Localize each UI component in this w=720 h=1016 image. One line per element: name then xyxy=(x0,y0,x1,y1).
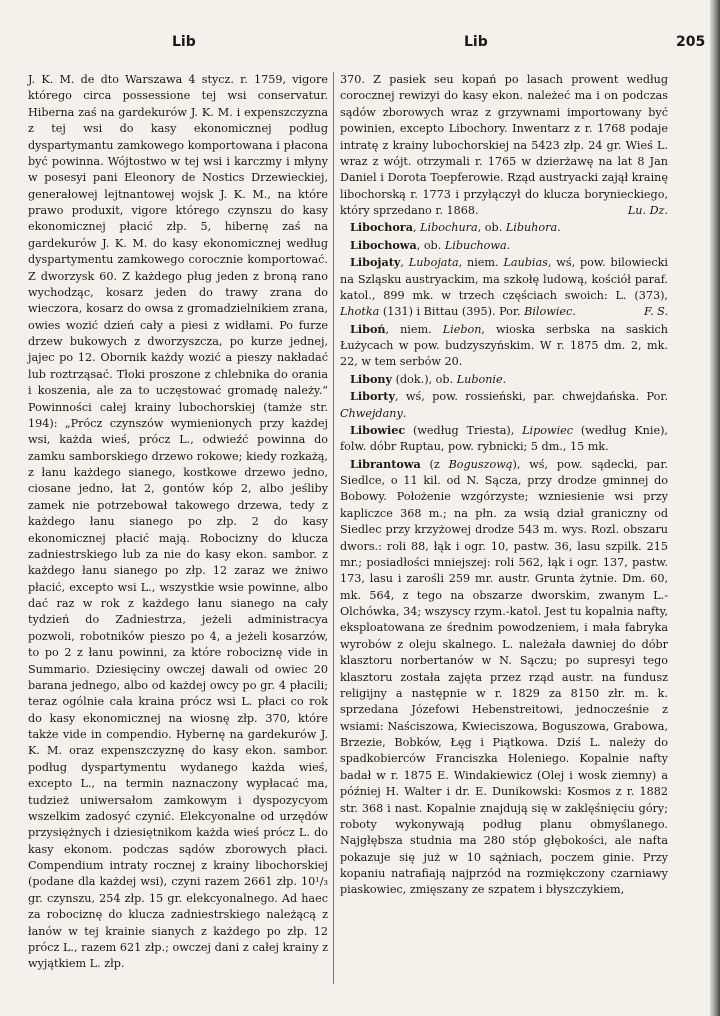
entry-text: , wś, pow. rossieński, par. chwejdańska. Por. xyxy=(394,390,668,404)
right-column xyxy=(340,72,668,899)
book-binding-edge xyxy=(710,0,720,1016)
entry-text: (z xyxy=(420,457,449,471)
entry-italic-text: Libuchowa xyxy=(444,238,507,252)
dictionary-entry xyxy=(340,422,668,456)
entry-text: . xyxy=(557,221,561,235)
entry-headword: Libowiec xyxy=(350,422,406,437)
entry-headword: Libochora xyxy=(350,220,413,235)
dictionary-entry xyxy=(340,321,668,371)
entry-text: , ob. xyxy=(477,221,506,235)
left-column xyxy=(28,72,328,973)
entry-headword: Libojaty xyxy=(350,255,401,270)
author-signature: Lu. Dz. xyxy=(627,204,668,217)
entry-headword: Liborty xyxy=(350,389,395,404)
entry-headword: Librantowa xyxy=(350,456,421,471)
entry-text: , xyxy=(412,221,421,235)
entry-text: , xyxy=(400,256,409,270)
continued-text xyxy=(340,72,668,219)
page-number: 205 xyxy=(676,34,706,50)
entry-text: , niem. xyxy=(458,256,504,270)
entry-italic-text: Libuhora xyxy=(505,221,558,235)
entry-text: (według Knie), folw. dóbr Ruptau, pow. rybnicki; 5 dm., 15 mk. xyxy=(340,423,668,454)
header-left-title: Lib xyxy=(172,34,196,50)
dictionary-entry xyxy=(340,371,668,388)
entry-italic-text: Bilowiec xyxy=(524,305,573,319)
entry-text: , ob. xyxy=(416,238,445,252)
entry-headword: Libochowa xyxy=(350,237,417,252)
entry-text: . xyxy=(506,238,511,252)
dictionary-entry xyxy=(340,219,668,236)
header-center-title: Lib xyxy=(464,34,488,50)
entry-text: . xyxy=(502,372,507,386)
entry-text: , wś, pow. bilowiecki na Szląsku austryackim, ma szkołę ludową, kościół paraf. katol., 899 mk. w trzech częściach swoich: L. (373), xyxy=(340,256,668,302)
entry-italic-text: Boguszową xyxy=(448,457,513,471)
entry-text: (131) i Bittau (395). Por. xyxy=(379,305,525,319)
entry-text: . xyxy=(572,305,576,319)
entry-text: , wioska serbska na saskich Łużycach w pow. budzyszyńskim. W r. 1875 dm. 2, mk. 22, w tem serbów 20. xyxy=(340,322,668,369)
entry-italic-text: Lipowiec xyxy=(522,423,574,437)
continued-body: 370. Z pasiek seu kopań po lasach prowent według corocznej rewizyi do kasy ekon. należeć ma i on podczas sądów zborowych wraz z grzywnami importowany być powinien, excepto Libochory. Inwentarz z r. 1768 podaje intratę z krainy lubochorskiej na 5423 złp. 24 gr. Wieś L. wraz z wójt. otrzymali r. 1765 w dzierżawę na lat 8 Jan Daniel i Dorota Toepferowie. Rząd austryacki zajął krainę libochorską r. 1773 i przyłączył do klucza borynieckiego, który sprzedano r. 1868. xyxy=(340,73,668,217)
left-column-text: J. K. M. de dto Warszawa 4 stycz. r. 1759, vigore którego circa possessione tej wsi conservatur. Hiberna zaś na gardekurów J. K. M. i expenszczyzna z tej wsi do kasy ekonomicznej podług dyspartymantu zamkowego komportowana i płacona być powinna. Wójtostwo w tej wsi i karczmy i młyny w posesyi pani Eleonory de Nostics Drzewieckiej, generałowej lejtnantowej wojsk J. K. M., na które prawo produxit, vigore którego czynszu do kasy ekonomicznej płacić złp. 5, hibernę zaś na gardekurów J. K. M. do kasy ekonomicznej według dyspartymentu zamkowego corocznie komportować. Z dworzysk 60. Z każdego pług jeden z broną rano wychodząc, kosarz jeden do trawy zrana do wieczora, kosarz do owsa z gromadzielnikiem zrana, owies wozić dzień cały a piesi z widłami. Po furze drzew bukowych z dworzyszcza, po kurze jednej, jajec po 12. Obornik każdy wozić a pieszy nakładać lub roztrząsać. Tłoki proszone z chlebnika do orania i koszenia, ale za to uczęstować gromadę należy.“ Powinności całej krainy lubochorskiej (tamże str. 194): „Prócz czynszów wymienionych przy każdej wsi, każda wieś, prócz L., odwieźć powinna do zamku samborskiego drzewo rokowe; kiedy rozkażą, z łanu każdego sianego, kostkowe drzewo jedno, ciosane jedno, łat 2, gontów kóp 2, albo jeśliby zamek nie potrzebował takowego drzewa, tedy z każdego łanu sianego po złp. 2 do kasy ekonomicznej płacić mają. Robocizny do klucza zadniestrskiego lub za nie do kasy ekon. sambor. z każdego łanu sianego po złp. 12 zaraz we żniwo płacić, excepto wsi L., wszystkie wsie powinne, albo dać raz w rok z każdego łanu sianego na cały tydzień do Zadniestrza, jeżeli administracya pozwoli, robotników pieszo po 4, a jeżeli kosarzów, to po 2 z łanu powinni, za które robociznę vide in Summario. Dziesięciny owczej dawali od owiec 20 barana jednego, albo od każdej owcy po gr. 4 płacili; teraz ogólnie cała kraina prócz wsi L. płaci co rok do kasy ekonomicznej na wiosnę złp. 370, które także vide in compendio. Hybernę na gardekurów J. K. M. oraz expenszczyznę do kasy ekon. sambor. podług dyspartymentu wydanego każda wieś, excepto L., na termin naznaczony wypłacać ma, tudzież uniwersałom zamkowym i dyspozycyom wszelkim zadosyć czynić. Elekcyonalne od urzędów przysiężnych i dziesiętnikom każda wieś prócz L. do kasy ekonom. podczas sądów zborowych płaci. Compendium intraty rocznej z krainy libochorskiej (podane dla każdej wsi), czyni razem 2661 złp. 10¹/₃ gr. czynszu, 254 złp. 15 gr. elekcyonalnego. Ad haec za robociznę do klucza zadniestrskiego należącą z łanów w tej krainie sianych z każdego po złp. 12 prócz L., razem 621 złp.; owczej dani z całej krainy z wyjątkiem L. złp. xyxy=(28,73,328,971)
entry-italic-text: Chwejdany xyxy=(340,406,403,420)
entry-text: (według Triesta), xyxy=(405,423,523,437)
entry-italic-text: Libochura xyxy=(420,221,478,235)
entry-italic-text: Lubonie xyxy=(456,372,503,386)
entry-text: ), wś, pow. sądecki, par. Siedlce, o 11 kil. od N. Sącza, przy drodze gminnej do Bobowy. Położenie wzgórzyste; wzniesienie wsi przy kapliczce 368 m.; na płn. za wsią dział graniczny od Siedlec przy krzyżowej drodze 543 m. wys. Rozl. obszaru dwors.: roli 88, łąk i ogr. 10, pastw. 36, lasu szpilk. 215 mr.; posiadłości mniejszej: roli 562, łąk i ogr. 137, pastw. 173, lasu i zarośli 259 mr. austr. Grunta żytnie. Dm. 60, mk. 564, z tego na obszarze dworskim, zwanym L.-Olchówka, 34; wszyscy rzym.-katol. Jest tu kopalnia nafty, eksploatowana ze średnim powodzeniem, i mała fabryka wyrobów z oleju skalnego. L. należała dawniej do dóbr klasztoru norbertanów w N. Sączu; po supresyi tego klasztoru została zajęta przez rząd austr. na fundusz religijny a następnie w r. 1829 za 8150 złr. m. k. sprzedana Józefowi Hebenstreitowi, jednocześnie z wsiami: Naściszowa, Kwieciszowa, Boguszowa, Grabowa, Brzezie, Bobków, Łęg i Piątkowa. Dziś L. należy do spadkobierców Franciszka Holeniego. Kopalnie nafty badał w r. 1875 E. Windakiewicz (Olej i wosk ziemny) a później H. Walter i dr. E. Dunikowski: Kosmos z r. 1882 str. 368 i nast. Kopalnie znajdują się w zaklęśnięciu góry; roboty wykonywają podług planu obmyślanego. Najgłębsza studnia ma 280 stóp głębokości, ale nafta pokazuje się już w 10 sążniach, poczem ginie. Przy kopaniu natrafiają najprzód na rozmiękczony czarniawy piaskowiec, zmięszany ze szpatem i błyszczykiem, xyxy=(340,457,668,897)
dictionary-entry xyxy=(340,254,668,321)
dictionary-entry xyxy=(340,456,668,899)
entry-italic-text: Lubojata xyxy=(408,256,459,270)
column-divider xyxy=(333,72,334,984)
entry-text: (dok.), ob. xyxy=(392,372,457,386)
entry-italic-text: Laubias xyxy=(503,256,548,270)
entry-headword: Libony xyxy=(350,371,393,386)
dictionary-entry xyxy=(340,388,668,422)
entry-headword: Liboń xyxy=(350,321,386,336)
entries-list xyxy=(340,219,668,898)
dictionary-entry xyxy=(340,237,668,254)
entry-italic-text: Lhotka xyxy=(340,305,380,319)
running-header xyxy=(0,34,720,56)
entry-text: . xyxy=(402,406,407,420)
entry-italic-text: Liebon xyxy=(442,322,482,336)
author-signature: F. S. xyxy=(644,305,668,319)
entry-text: , niem. xyxy=(385,322,443,336)
